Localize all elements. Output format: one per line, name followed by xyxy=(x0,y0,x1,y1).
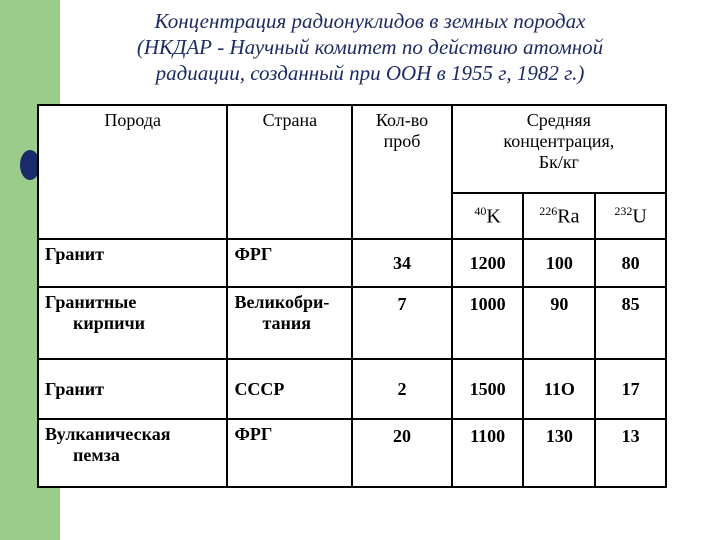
title-line-2: (НКДАР - Научный комитет по действию атомной xyxy=(136,35,604,59)
cell-u: 13 xyxy=(595,419,666,487)
cell-u: 17 xyxy=(595,359,666,419)
cell-u: 80 xyxy=(595,239,666,287)
table-row xyxy=(38,239,666,287)
isotope-k: $^{40}$K xyxy=(452,193,524,239)
cell-rock: Вулканическая пемза xyxy=(38,419,227,487)
cell-samples: 2 xyxy=(352,359,451,419)
isotope-u: $^{232}$U xyxy=(595,193,666,239)
title-line-3: радиации, созданный при ООН в 1955 г, 1982 г.) xyxy=(155,61,585,85)
slide-title xyxy=(70,8,670,86)
cell-ra: 100 xyxy=(523,239,595,287)
cell-rock: Гранитные кирпичи xyxy=(38,287,227,359)
header-concentration: Средняя концентрация, Бк/кг xyxy=(452,105,666,193)
table-row xyxy=(38,419,666,487)
cell-country: СССР xyxy=(227,359,352,419)
header-country: Страна xyxy=(227,105,352,239)
isotope-ra: $^{226}$Ra xyxy=(523,193,595,239)
cell-samples: 20 xyxy=(352,419,451,487)
cell-samples: 7 xyxy=(352,287,451,359)
header-row xyxy=(38,105,666,193)
cell-k: 1200 xyxy=(452,239,524,287)
cell-ra: 130 xyxy=(523,419,595,487)
cell-rock: Гранит xyxy=(38,239,227,287)
cell-k: 1500 xyxy=(452,359,524,419)
table-row xyxy=(38,359,666,419)
title-line-1: Концентрация радионуклидов в земных породах xyxy=(154,9,586,33)
cell-u: 85 xyxy=(595,287,666,359)
cell-k: 1100 xyxy=(452,419,524,487)
header-rock: Порода xyxy=(38,105,227,239)
cell-country: Великобри- тания xyxy=(227,287,352,359)
cell-rock: Гранит xyxy=(38,359,227,419)
cell-country: ФРГ xyxy=(227,419,352,487)
cell-ra: 90 xyxy=(523,287,595,359)
table-row xyxy=(38,287,666,359)
cell-k: 1000 xyxy=(452,287,524,359)
header-samples: Кол-во проб xyxy=(352,105,451,239)
cell-ra: 11O xyxy=(523,359,595,419)
radionuclide-table xyxy=(37,104,667,488)
cell-country: ФРГ xyxy=(227,239,352,287)
cell-samples: 34 xyxy=(352,239,451,287)
